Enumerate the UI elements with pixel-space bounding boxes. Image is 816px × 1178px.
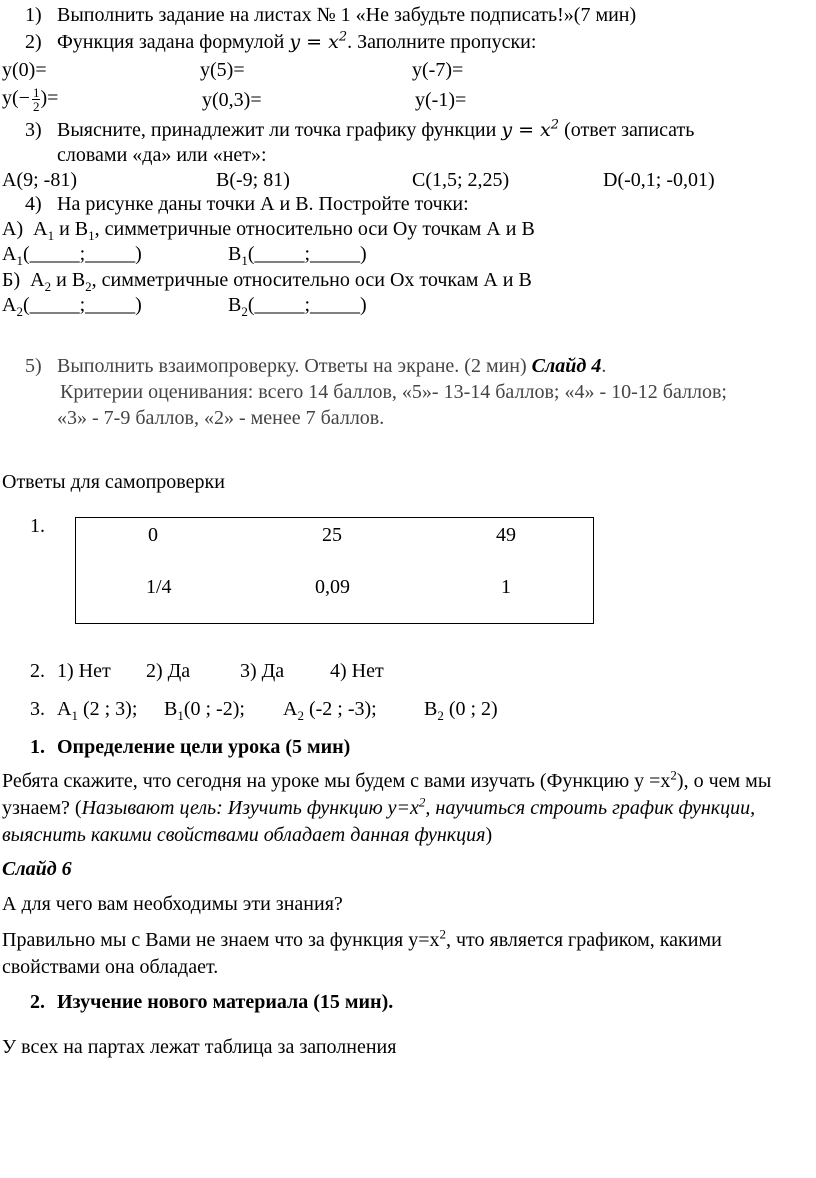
criteria-line2: «3» - 7-9 баллов, «2» - менее 7 баллов. bbox=[57, 407, 385, 429]
point-a: A(9; -81) bbox=[2, 169, 77, 191]
section1-title: Определение цели урока (5 мин) bbox=[57, 736, 351, 758]
task4-text: На рисунке даны точки А и В. Постройте точки: bbox=[57, 193, 469, 215]
task2-cell: y(-7)= bbox=[412, 59, 464, 81]
paragraph-question: А для чего вам необходимы эти знания? bbox=[2, 893, 343, 915]
task2-formula: $y = x^2$ bbox=[289, 29, 348, 53]
task3-text-end: (ответ записать bbox=[564, 119, 695, 141]
table-cell: 25 bbox=[322, 524, 342, 546]
answer2-item: 2) Да bbox=[146, 660, 191, 682]
task2-cell: y(0)= bbox=[2, 59, 47, 81]
section2-title: Изучение нового материала (15 мин). bbox=[57, 991, 394, 1013]
answer1-number: 1. bbox=[30, 515, 45, 537]
slide-ref: Слайд 4 bbox=[531, 355, 602, 377]
table-cell: 49 bbox=[496, 524, 516, 546]
task4-a-line: А) $А_1$ и $В_1$, симметричные относительно оси Оу точкам А и В bbox=[2, 218, 535, 243]
answer2-item: 1) Нет bbox=[57, 660, 111, 682]
task2-number: 2) bbox=[25, 31, 42, 53]
task4-b-line: Б) $А_2$ и $В_2$, симметричные относительно оси Ох точкам А и В bbox=[2, 269, 532, 294]
answer-table bbox=[75, 517, 594, 624]
task1-number: 1) bbox=[25, 4, 42, 26]
task3-number: 3) bbox=[25, 119, 42, 141]
task2-text: Функция задана формулой bbox=[57, 31, 285, 53]
answer2-number: 2. bbox=[30, 660, 45, 682]
task3-line2: словами «да» или «нет»: bbox=[57, 144, 267, 166]
paragraph-goal: Ребята скажите, что сегодня на уроке мы будем с вами изучать (Функцию $у =х^2$), о чем мы узнаем? (Называют цель: Изучить функцию $у=х^2$, научиться строить график функции, выяснить какими свойствами обладает данная функция) bbox=[2, 767, 772, 846]
blank-a1[interactable]: $А_1(\_\_\_\_\_;\_\_\_\_\_)$ bbox=[2, 243, 142, 268]
point-c: C(1,5; 2,25) bbox=[412, 169, 510, 191]
point-b: B(-9; 81) bbox=[216, 169, 290, 191]
answer2-item: 4) Нет bbox=[330, 660, 384, 682]
table-cell: 0,09 bbox=[315, 576, 350, 598]
section1-number: 1. bbox=[30, 736, 45, 758]
task5-line: Выполнить взаимопроверку. Ответы на экране. (2 мин) Слайд 4. bbox=[57, 355, 607, 377]
blank-b2[interactable]: $В_2(\_\_\_\_\_;\_\_\_\_\_)$ bbox=[228, 294, 367, 319]
section2-number: 2. bbox=[30, 991, 45, 1013]
point-d: D(-0,1; -0,01) bbox=[603, 169, 715, 191]
task2-cell: y(-1)= bbox=[415, 89, 467, 111]
blank-a2[interactable]: $А_2(\_\_\_\_\_;\_\_\_\_\_)$ bbox=[2, 294, 142, 319]
task4-number: 4) bbox=[25, 193, 42, 215]
task5-number: 5) bbox=[25, 355, 42, 377]
task3-line bbox=[57, 118, 694, 142]
blank-b1[interactable]: $В_1(\_\_\_\_\_;\_\_\_\_\_)$ bbox=[228, 243, 367, 268]
slide6-label: Слайд 6 bbox=[2, 858, 72, 880]
table-cell: 0 bbox=[148, 524, 158, 546]
answer3-b1: $В_1(0$ ; -2); bbox=[164, 698, 245, 723]
task2-cell-fraction: y(− $\frac{1}{2}$ )= bbox=[2, 85, 59, 114]
answer3-a1: $А_1$ (2 ; 3); bbox=[57, 698, 138, 723]
task2-cell: y(0,3)= bbox=[202, 89, 262, 111]
table-cell: 1 bbox=[501, 576, 511, 598]
task2-cell: y(5)= bbox=[200, 59, 245, 81]
criteria-line1: Критерии оценивания: всего 14 баллов, «5»- 13-14 баллов; «4» - 10-12 баллов; bbox=[60, 381, 727, 403]
answer2-item: 3) Да bbox=[240, 660, 285, 682]
task3-text: Выясните, принадлежит ли точка графику функции bbox=[57, 119, 497, 141]
table-cell: 1/4 bbox=[146, 576, 172, 598]
task2-text-end: . Заполните пропуски: bbox=[347, 31, 537, 53]
answer3-number: 3. bbox=[30, 698, 45, 720]
task3-formula: $y = x^2$ bbox=[501, 117, 560, 141]
paragraph-table-note: У всех на партах лежат таблица за заполнения bbox=[2, 1036, 397, 1058]
task1-text: Выполнить задание на листах № 1 «Не забудьте подписать!»(7 мин) bbox=[57, 4, 637, 26]
answer3-a2: $А_2$ (-2 ; -3); bbox=[283, 698, 377, 723]
answer3-b2: $В_2$ (0 ; 2) bbox=[424, 698, 498, 723]
answers-heading: Ответы для самопроверки bbox=[2, 471, 225, 493]
task2-line bbox=[57, 30, 536, 54]
paragraph-function: Правильно мы с Вами не знаем что за функция $у=х^2$, что является графиком, какими свойствами она обладает. bbox=[2, 926, 722, 978]
